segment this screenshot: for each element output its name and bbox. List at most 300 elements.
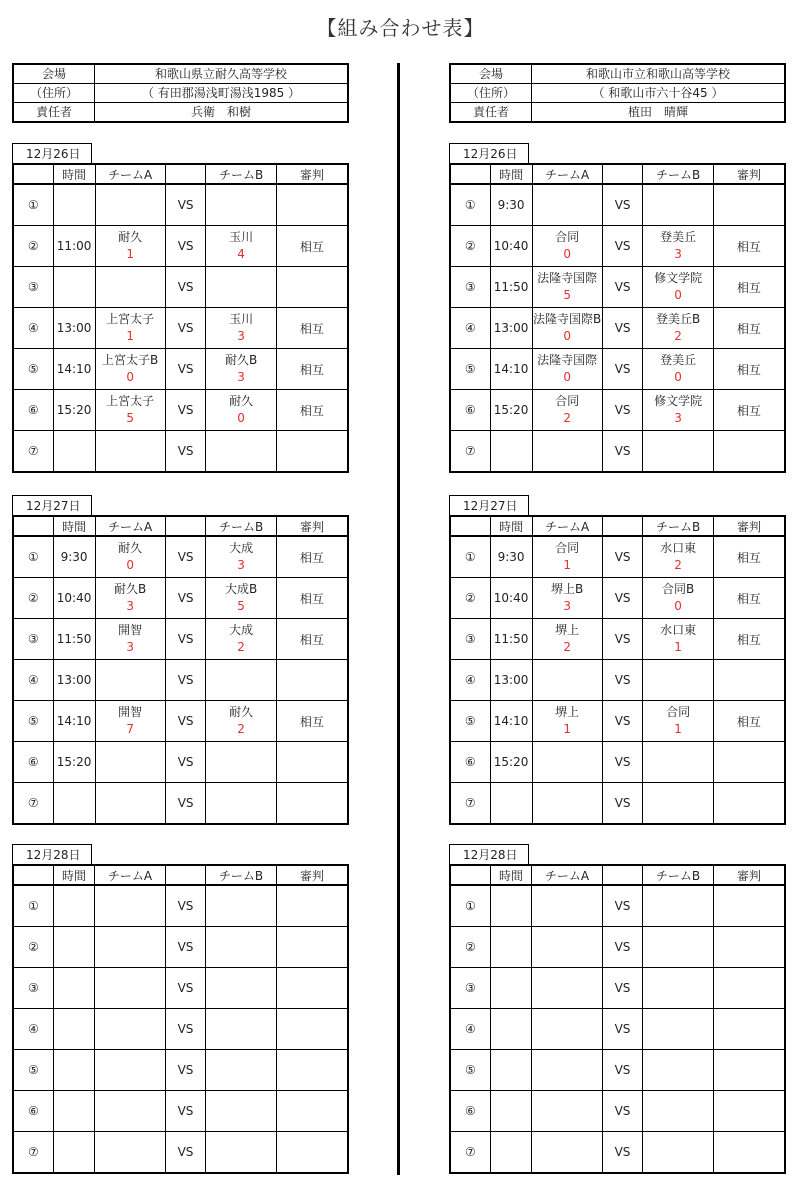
team-a-score: 0 — [126, 558, 134, 572]
referee: 相互 — [713, 267, 785, 308]
team-b-score: 1 — [674, 640, 682, 654]
team-a-name: 耐久 — [118, 541, 143, 555]
match-time: 15:20 — [53, 390, 95, 431]
match-row — [450, 1091, 785, 1132]
match-row — [450, 536, 785, 578]
referee: 相互 — [713, 308, 785, 349]
match-time — [53, 927, 95, 968]
header-vs — [602, 865, 643, 885]
vs-label: VS — [165, 184, 206, 226]
match-number: ⑤ — [450, 349, 490, 390]
vs-label: VS — [602, 536, 643, 578]
referee: 相互 — [276, 536, 348, 578]
vs-label: VS — [602, 349, 643, 390]
header-team-a: チームA — [95, 164, 165, 184]
referee: 相互 — [276, 390, 348, 431]
vs-label: VS — [602, 783, 643, 825]
match-row — [450, 742, 785, 783]
team-b-name: 登美丘B — [655, 312, 701, 326]
team-b-score: 3 — [674, 247, 682, 261]
match-time — [490, 431, 532, 473]
team-b-cell — [206, 267, 276, 308]
team-a-name: 合同 — [555, 230, 580, 244]
team-b-cell — [643, 701, 713, 742]
match-number: ④ — [450, 660, 490, 701]
team-a-cell — [95, 783, 165, 825]
venue-address: （ 有田郡湯浅町湯浅1985 ） — [95, 84, 349, 103]
venue-label: 会場 — [13, 64, 95, 84]
header-time: 時間 — [490, 865, 532, 885]
match-row — [450, 1132, 785, 1174]
vs-label: VS — [165, 1091, 206, 1132]
team-a-cell — [532, 349, 602, 390]
vs-label: VS — [165, 701, 206, 742]
team-a-cell — [95, 927, 165, 968]
vs-label: VS — [602, 660, 643, 701]
match-row — [450, 1009, 785, 1050]
team-b-name: 大成 — [229, 541, 254, 555]
header-vs — [602, 164, 643, 184]
vs-label: VS — [602, 927, 643, 968]
match-number: ② — [450, 226, 490, 267]
team-a-cell — [532, 660, 602, 701]
referee — [276, 968, 348, 1009]
referee — [276, 1091, 348, 1132]
day-schedule — [12, 844, 349, 1174]
team-b-name: 大成B — [224, 582, 258, 596]
referee — [713, 927, 785, 968]
vs-label: VS — [165, 1009, 206, 1050]
match-row — [450, 783, 785, 825]
match-row — [13, 660, 348, 701]
referee — [713, 968, 785, 1009]
team-b-name: 水口東 — [660, 541, 697, 555]
team-b-cell — [643, 968, 713, 1009]
referee — [276, 267, 348, 308]
team-a-cell — [532, 1050, 602, 1091]
team-b-cell — [643, 1132, 713, 1174]
team-a-name: 法隆寺国際B — [533, 312, 602, 326]
match-number: ⑥ — [450, 742, 490, 783]
team-b-cell — [206, 660, 276, 701]
team-b-score: 3 — [237, 558, 245, 572]
header-number — [450, 164, 490, 184]
date-label: 12月28日 — [12, 844, 92, 864]
team-b-score: 5 — [237, 599, 245, 613]
team-b-cell — [643, 578, 713, 619]
team-a-cell — [532, 742, 602, 783]
referee — [713, 1009, 785, 1050]
manager-label: 責任者 — [450, 103, 532, 123]
header-team-a: チームA — [532, 164, 602, 184]
header-time: 時間 — [53, 164, 95, 184]
match-time: 13:00 — [53, 660, 95, 701]
match-number: ⑥ — [13, 1091, 53, 1132]
match-time: 13:00 — [53, 308, 95, 349]
team-b-cell — [643, 349, 713, 390]
venue-label: 会場 — [450, 64, 532, 84]
team-a-cell — [95, 1050, 165, 1091]
team-b-score: 0 — [674, 288, 682, 302]
team-b-cell — [206, 1091, 276, 1132]
match-number: ⑥ — [450, 390, 490, 431]
team-b-score: 4 — [237, 247, 245, 261]
match-time — [53, 267, 95, 308]
team-b-cell — [643, 619, 713, 660]
team-b-name: 修文学院 — [654, 394, 703, 408]
match-number: ③ — [13, 619, 53, 660]
match-number: ④ — [450, 308, 490, 349]
match-number: ⑦ — [450, 783, 490, 825]
team-a-cell — [532, 885, 602, 927]
vs-label: VS — [602, 968, 643, 1009]
header-team-a: チームA — [532, 516, 602, 536]
match-time: 14:10 — [53, 701, 95, 742]
left-venue-column — [12, 63, 349, 1159]
referee — [276, 1050, 348, 1091]
vs-label: VS — [165, 1050, 206, 1091]
header-number — [13, 516, 53, 536]
match-time — [490, 1009, 532, 1050]
referee — [276, 783, 348, 825]
team-b-cell — [206, 1009, 276, 1050]
match-time — [53, 1132, 95, 1174]
vs-label: VS — [602, 226, 643, 267]
team-a-score: 2 — [563, 411, 571, 425]
match-time: 13:00 — [490, 660, 532, 701]
team-b-name: 大成 — [229, 623, 254, 637]
match-table — [12, 864, 349, 1174]
team-b-name: 登美丘 — [660, 230, 697, 244]
date-label: 12月27日 — [449, 495, 529, 515]
vs-label: VS — [602, 1091, 643, 1132]
match-number: ⑦ — [13, 783, 53, 825]
match-time: 15:20 — [490, 742, 532, 783]
team-b-score: 2 — [674, 558, 682, 572]
venue-address: （ 和歌山市六十谷45 ） — [532, 84, 786, 103]
match-row — [13, 390, 348, 431]
team-b-cell — [643, 783, 713, 825]
referee: 相互 — [713, 226, 785, 267]
vs-label: VS — [165, 349, 206, 390]
match-row — [13, 431, 348, 473]
header-referee: 審判 — [276, 516, 348, 536]
team-a-score: 5 — [563, 288, 571, 302]
vs-label: VS — [165, 619, 206, 660]
match-row — [450, 308, 785, 349]
team-a-score: 0 — [126, 370, 134, 384]
match-time — [490, 1132, 532, 1174]
team-a-cell — [532, 184, 602, 226]
referee: 相互 — [713, 390, 785, 431]
vs-label: VS — [165, 431, 206, 473]
match-row — [450, 349, 785, 390]
vs-label: VS — [602, 701, 643, 742]
vs-label: VS — [602, 184, 643, 226]
team-b-cell — [206, 536, 276, 578]
referee: 相互 — [276, 308, 348, 349]
match-number: ⑦ — [450, 431, 490, 473]
day-schedule — [449, 495, 786, 825]
team-a-score: 0 — [563, 247, 571, 261]
team-b-score: 3 — [237, 370, 245, 384]
team-a-name: 堺上B — [551, 582, 584, 596]
team-a-cell — [95, 390, 165, 431]
match-number: ③ — [13, 267, 53, 308]
referee — [713, 1091, 785, 1132]
team-a-cell — [95, 1091, 165, 1132]
referee — [276, 660, 348, 701]
vs-label: VS — [602, 885, 643, 927]
match-table — [449, 163, 786, 473]
team-a-score: 3 — [563, 599, 571, 613]
match-time: 14:10 — [490, 701, 532, 742]
team-b-cell — [643, 390, 713, 431]
team-a-cell — [95, 742, 165, 783]
match-row — [450, 267, 785, 308]
team-b-score: 0 — [237, 411, 245, 425]
header-team-b: チームB — [206, 865, 276, 885]
team-a-score: 5 — [126, 411, 134, 425]
match-time: 9:30 — [490, 184, 532, 226]
match-number: ⑥ — [13, 390, 53, 431]
team-b-cell — [643, 431, 713, 473]
match-number: ③ — [450, 267, 490, 308]
match-row — [450, 431, 785, 473]
match-row — [450, 184, 785, 226]
referee — [713, 660, 785, 701]
match-row — [13, 968, 348, 1009]
header-number — [13, 164, 53, 184]
match-number: ⑦ — [13, 431, 53, 473]
vs-label: VS — [602, 390, 643, 431]
team-b-score: 0 — [674, 370, 682, 384]
referee: 相互 — [276, 226, 348, 267]
match-number: ⑤ — [450, 701, 490, 742]
team-b-name: 玉川 — [229, 230, 254, 244]
referee: 相互 — [276, 349, 348, 390]
referee: 相互 — [276, 578, 348, 619]
match-row — [13, 927, 348, 968]
vs-label: VS — [165, 927, 206, 968]
match-time — [490, 783, 532, 825]
vs-label: VS — [602, 1050, 643, 1091]
team-a-cell — [532, 267, 602, 308]
team-a-cell — [95, 619, 165, 660]
match-number: ⑥ — [450, 1091, 490, 1132]
match-row — [13, 619, 348, 660]
team-b-score: 2 — [237, 722, 245, 736]
header-team-b: チームB — [643, 516, 713, 536]
team-a-cell — [532, 308, 602, 349]
referee — [713, 885, 785, 927]
team-a-cell — [95, 660, 165, 701]
header-team-a: チームA — [95, 865, 165, 885]
match-time — [53, 783, 95, 825]
vs-label: VS — [165, 536, 206, 578]
match-number: ③ — [450, 968, 490, 1009]
team-a-cell — [95, 885, 165, 927]
match-time: 15:20 — [53, 742, 95, 783]
referee — [276, 927, 348, 968]
match-time — [490, 1050, 532, 1091]
match-number: ⑤ — [13, 1050, 53, 1091]
team-b-cell — [643, 742, 713, 783]
match-row — [450, 619, 785, 660]
referee: 相互 — [713, 701, 785, 742]
team-a-cell — [95, 536, 165, 578]
team-b-cell — [206, 308, 276, 349]
team-a-name: 上宮太子 — [106, 312, 155, 326]
team-a-name: 開智 — [118, 623, 143, 637]
match-row — [13, 578, 348, 619]
match-row — [13, 885, 348, 927]
team-a-name: 耐久B — [114, 582, 147, 596]
team-b-cell — [206, 578, 276, 619]
team-b-score: 2 — [674, 329, 682, 343]
team-b-name: 登美丘 — [660, 353, 697, 367]
header-vs — [165, 164, 206, 184]
team-b-cell — [643, 184, 713, 226]
match-time: 14:10 — [490, 349, 532, 390]
team-a-name: 上宮太子 — [106, 394, 155, 408]
referee — [276, 742, 348, 783]
team-b-cell — [643, 1009, 713, 1050]
team-a-name: 合同 — [555, 541, 580, 555]
match-row — [450, 927, 785, 968]
manager-name: 植田 晴輝 — [532, 103, 786, 123]
match-number: ③ — [450, 619, 490, 660]
team-a-name: 法隆寺国際 — [537, 271, 598, 285]
team-a-cell — [532, 226, 602, 267]
match-time — [490, 1091, 532, 1132]
vs-label: VS — [602, 742, 643, 783]
date-label: 12月27日 — [12, 495, 92, 515]
header-team-b: チームB — [206, 164, 276, 184]
team-b-score: 0 — [674, 599, 682, 613]
match-number: ② — [13, 226, 53, 267]
header-time: 時間 — [53, 865, 95, 885]
vs-label: VS — [165, 968, 206, 1009]
team-a-cell — [532, 578, 602, 619]
match-time: 11:00 — [53, 226, 95, 267]
venue-name: 和歌山市立和歌山高等学校 — [532, 64, 786, 84]
header-vs — [165, 516, 206, 536]
team-a-score: 1 — [563, 558, 571, 572]
header-time: 時間 — [490, 516, 532, 536]
day-schedule — [449, 143, 786, 473]
team-a-cell — [95, 968, 165, 1009]
match-number: ⑥ — [13, 742, 53, 783]
vs-label: VS — [165, 267, 206, 308]
referee: 相互 — [713, 349, 785, 390]
team-a-name: 堺上 — [555, 623, 580, 637]
center-divider — [397, 63, 400, 1175]
match-row — [450, 226, 785, 267]
manager-name: 兵衛 和樹 — [95, 103, 349, 123]
vs-label: VS — [165, 308, 206, 349]
header-team-a: チームA — [95, 516, 165, 536]
team-a-score: 3 — [126, 640, 134, 654]
team-b-cell — [206, 431, 276, 473]
match-number: ① — [450, 536, 490, 578]
team-a-score: 1 — [126, 329, 134, 343]
team-a-name: 堺上 — [555, 705, 580, 719]
match-number: ② — [13, 927, 53, 968]
match-row — [13, 267, 348, 308]
referee — [713, 431, 785, 473]
vs-label: VS — [165, 742, 206, 783]
team-b-cell — [643, 226, 713, 267]
match-row — [450, 701, 785, 742]
match-number: ⑤ — [450, 1050, 490, 1091]
team-a-cell — [532, 431, 602, 473]
header-team-a: チームA — [532, 865, 602, 885]
team-a-cell — [95, 267, 165, 308]
date-label: 12月28日 — [449, 844, 529, 864]
header-referee: 審判 — [276, 164, 348, 184]
match-time — [53, 968, 95, 1009]
match-number: ⑦ — [13, 1132, 53, 1174]
match-table — [449, 515, 786, 825]
team-a-name: 耐久 — [118, 230, 143, 244]
team-b-cell — [206, 184, 276, 226]
match-number: ④ — [13, 660, 53, 701]
vs-label: VS — [165, 578, 206, 619]
team-b-name: 合同B — [661, 582, 695, 596]
match-number: ③ — [13, 968, 53, 1009]
team-a-score: 1 — [563, 722, 571, 736]
match-time — [53, 431, 95, 473]
team-a-score: 7 — [126, 722, 134, 736]
header-team-b: チームB — [643, 164, 713, 184]
vs-label: VS — [165, 390, 206, 431]
match-time: 9:30 — [53, 536, 95, 578]
vs-label: VS — [602, 619, 643, 660]
match-number: ② — [450, 927, 490, 968]
match-time: 15:20 — [490, 390, 532, 431]
team-b-cell — [643, 267, 713, 308]
referee — [276, 1132, 348, 1174]
team-b-cell — [206, 927, 276, 968]
vs-label: VS — [602, 431, 643, 473]
match-time: 10:40 — [490, 226, 532, 267]
referee — [276, 184, 348, 226]
referee — [276, 885, 348, 927]
match-row — [13, 783, 348, 825]
team-b-cell — [206, 1050, 276, 1091]
header-team-b: チームB — [206, 516, 276, 536]
match-row — [450, 660, 785, 701]
team-b-cell — [206, 701, 276, 742]
match-number: ④ — [450, 1009, 490, 1050]
team-b-cell — [643, 885, 713, 927]
match-number: ⑦ — [450, 1132, 490, 1174]
match-row — [13, 1050, 348, 1091]
team-a-score: 3 — [126, 599, 134, 613]
match-time: 10:40 — [53, 578, 95, 619]
match-row — [450, 968, 785, 1009]
referee: 相互 — [276, 701, 348, 742]
team-b-name: 耐久 — [229, 394, 254, 408]
vs-label: VS — [165, 885, 206, 927]
match-number: ① — [450, 885, 490, 927]
match-row — [450, 390, 785, 431]
team-a-cell — [532, 1132, 602, 1174]
referee — [713, 783, 785, 825]
match-time: 14:10 — [53, 349, 95, 390]
referee — [276, 431, 348, 473]
